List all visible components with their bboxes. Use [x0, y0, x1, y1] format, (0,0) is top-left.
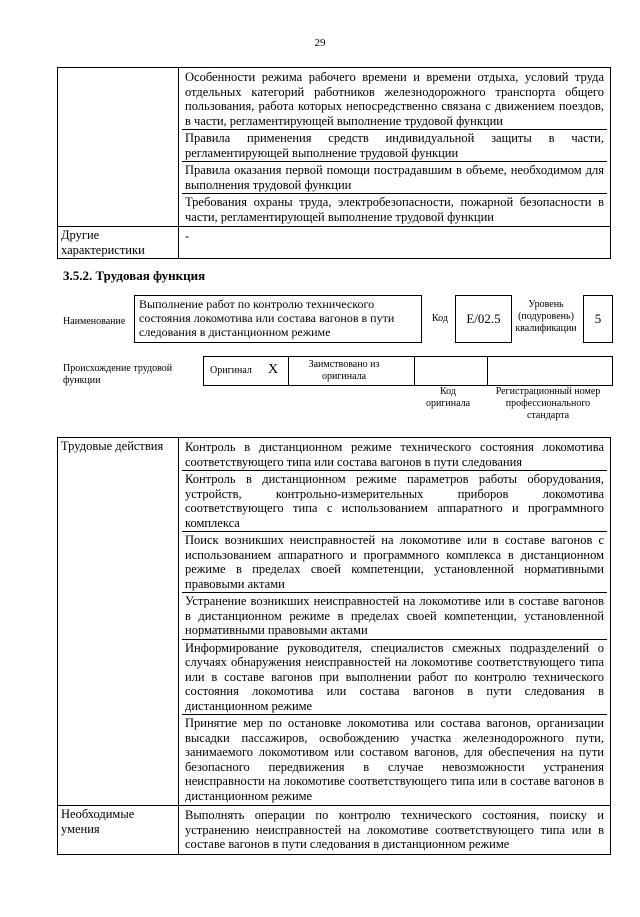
page-number: 29 [314, 37, 326, 49]
divider [414, 357, 415, 385]
list-item: Контроль в дистанционном режиме параметров работы оборудования, устройств, контрольно-измерительных приборов локомотива соответствующего типа с использованием аппаратного и программного комплекса [182, 471, 607, 532]
list-item: Принятие мер по остановке локомотива или состава вагонов, организации высадки пассажиров, освобождению участка железнодорожного пути, занимаемого локомотивом или составом вагонов, для обеспечения на пути безопасного передвижения в случае невозможности устранения неисправности на локомотиве соответствующего типа или в составе вагонов в дистанционном режиме [185, 716, 604, 803]
knowledge-table [57, 67, 611, 259]
code-value: Е/02.5 [466, 311, 501, 326]
list-item: Требования охраны труда, электробезопасности, пожарной безопасности в части, регламентирующей выполнение трудовой функции [185, 195, 604, 224]
table-row [58, 227, 611, 259]
table-row [58, 68, 611, 227]
list-item: Правила оказания первой помощи пострадавшим в объеме, необходимом для выполнения трудовой функции [182, 162, 607, 194]
level-label: Уровень (подуровень) квалификации [515, 299, 577, 334]
list-item: Особенности режима рабочего времени и времени отдыха, условий труда отдельных категорий работников железнодорожного транспорта общего пользования, работа которых непосредственно связана с движением поездов, в части, регламентирующей выполнение трудовой функции [182, 69, 607, 130]
original-mark: Х [268, 362, 279, 377]
row-label: Необходимые умения [58, 806, 179, 855]
function-name: Выполнение работ по контролю технического состояния локомотива или состава вагонов в пути следования в дистанционном режиме [139, 297, 395, 339]
divider [288, 357, 289, 385]
name-label: Наименование [63, 316, 126, 327]
row-label [58, 68, 179, 227]
list-item: Контроль в дистанционном режиме технического состояния локомотива соответствующего типа или состава вагонов в пути следования [182, 439, 607, 471]
reg-caption: Регистрационный номер профессионального стандарта [495, 386, 601, 421]
origin-label: Происхождение трудовой функции [63, 363, 173, 386]
origin-box [203, 356, 613, 386]
code-label: Код [432, 313, 448, 324]
list-item: Поиск возникших неисправностей на локомотиве или в составе вагонов с использованием аппаратного и программного комплекса в дистанционном режиме в пределах своей компетенции, установленной нормативными правовыми актами [182, 532, 607, 593]
row-label: Трудовые действия [58, 438, 179, 806]
divider [487, 357, 488, 385]
list-item: Информирование руководителя, специалистов смежных подразделений о случаях обнаружения неисправностей на локомотиве соответствующего типа или в составе вагонов при выполнении работ по контролю технического состояния локомотива или состава вагонов в пути следования в дистанционном режиме [182, 640, 607, 716]
list-item: Выполнять операции по контролю технического состояния, поиску и устранению неисправностей на локомотиве соответствующего типа или в составе вагонов в пути следования в дистанционном режиме [185, 808, 604, 851]
section-title: 3.5.2. Трудовая функция [63, 268, 206, 283]
table-row [58, 806, 611, 855]
list-item: - [185, 229, 190, 243]
list-item: Правила применения средств индивидуальной защиты в части, регламентирующей выполнение трудовой функции [182, 130, 607, 162]
code-box [455, 295, 512, 343]
function-name-box [134, 295, 422, 343]
level-box [583, 295, 613, 343]
level-value: 5 [594, 311, 602, 326]
actions-table [57, 437, 611, 855]
row-label: Другие характеристики [58, 227, 179, 259]
code-caption: Код оригинала [425, 386, 471, 409]
table-row [58, 438, 611, 806]
original-label: Оригинал [210, 365, 252, 376]
borrowed-label: Заимствовано из оригинала [308, 359, 380, 382]
list-item: Устранение возникших неисправностей на локомотиве или в составе вагонов в дистанционном режиме в пределах своей компетенции, установленной нормативными правовыми актами [182, 593, 607, 640]
